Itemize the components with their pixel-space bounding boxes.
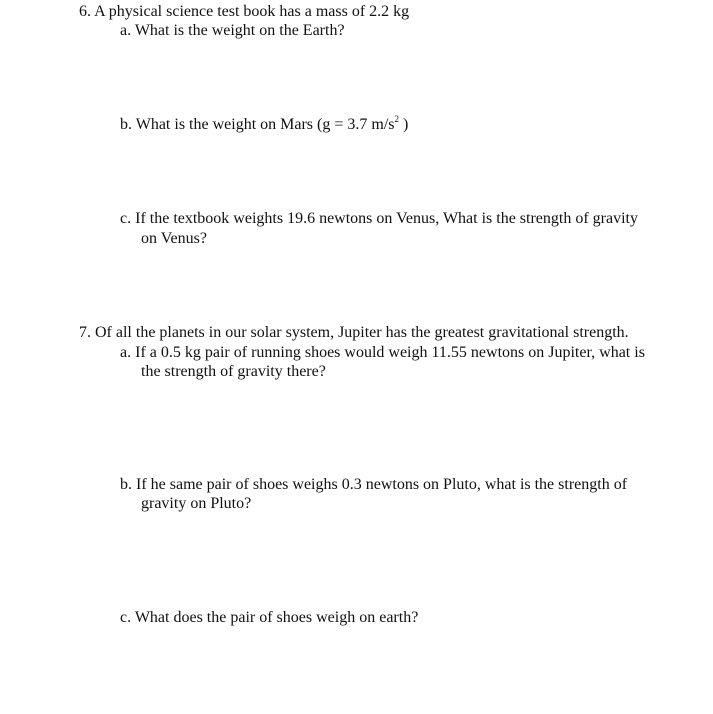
question-7a-line2: the strength of gravity there? (141, 363, 326, 380)
question-7c-text: What does the pair of shoes weigh on earth? (134, 609, 419, 626)
question-6c-letter: c. (120, 210, 132, 227)
question-6b-superscript: 2 (394, 114, 399, 124)
question-7 (79, 323, 629, 343)
question-6 (79, 2, 409, 22)
question-7a-line1: If a 0.5 kg pair of running shoes would weigh 11.55 newtons on Jupiter, what is (135, 344, 645, 361)
question-6-text: A physical science test book has a mass of 2.2 kg (94, 3, 410, 20)
question-6b-text-before: What is the weight on Mars (g = 3.7 m/s (135, 116, 395, 133)
question-6c (120, 209, 638, 229)
question-7b-letter: b. (120, 476, 132, 493)
question-7c (120, 608, 418, 628)
question-6b-letter: b. (120, 116, 132, 133)
question-6a-text: What is the weight on the Earth? (134, 22, 345, 39)
question-7a-letter: a. (120, 344, 132, 361)
question-7-text: Of all the planets in our solar system, Jupiter has the greatest gravitational strength. (95, 324, 629, 341)
question-6-number: 6. (79, 3, 91, 20)
question-7b-line1: If he same pair of shoes weighs 0.3 newtons on Pluto, what is the strength of (136, 476, 628, 493)
question-6c-line2: on Venus? (141, 230, 207, 247)
question-6a (120, 21, 345, 41)
question-6a-letter: a. (120, 22, 132, 39)
question-6b-text-after: ) (398, 116, 409, 133)
question-7c-letter: c. (120, 609, 132, 626)
question-7b (120, 475, 627, 495)
question-7a (120, 343, 645, 363)
question-7-number: 7. (79, 324, 91, 341)
question-6c-line1: If the textbook weights 19.6 newtons on Venus, What is the strength of gravity (135, 210, 638, 227)
question-6b-text (136, 116, 409, 133)
question-7b-line2: gravity on Pluto? (141, 495, 252, 512)
question-6b (120, 115, 408, 135)
